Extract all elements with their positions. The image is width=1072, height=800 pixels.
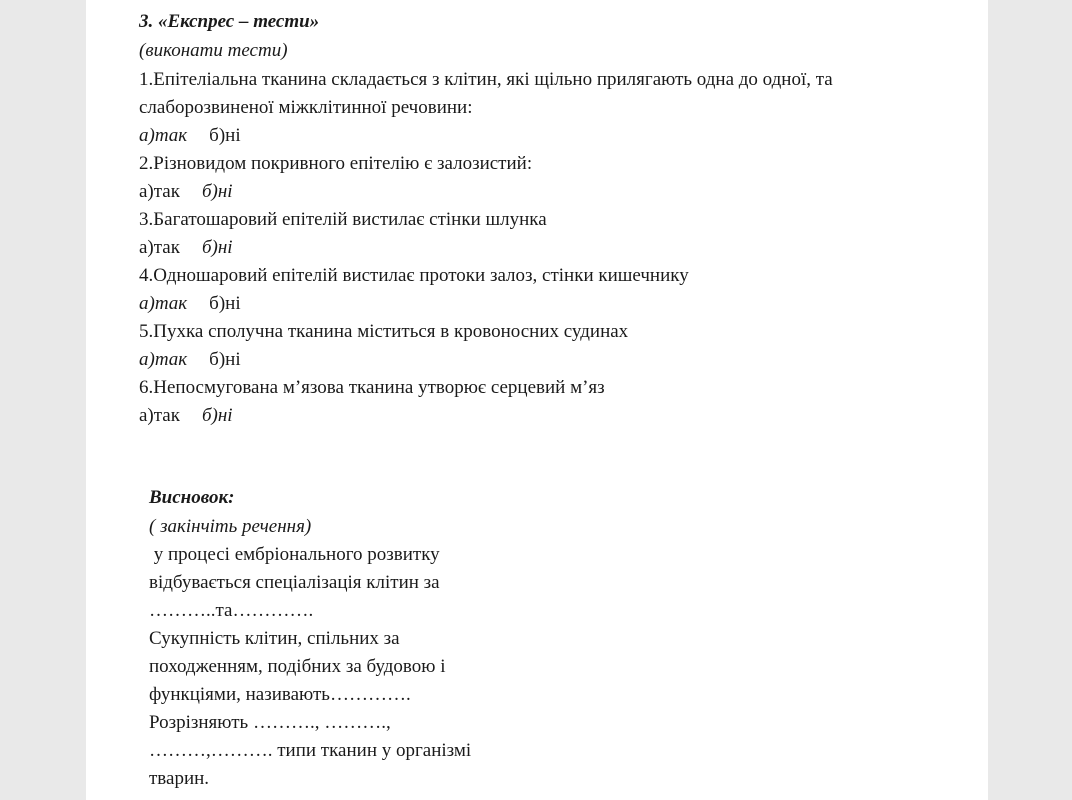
conclusion-line-2: відбувається спеціалізація клітин за xyxy=(149,572,440,593)
test-4-answers xyxy=(139,293,241,315)
section-title: 3. «Експрес – тести» xyxy=(139,11,320,32)
test-2-answers xyxy=(139,181,233,203)
conclusion-line-6: функціями, називають…………. xyxy=(149,684,411,705)
test-6-question: 6.Непосмугована м’язова тканина утворює серцевий м’яз xyxy=(139,377,605,398)
test-6-option-b: б)ні xyxy=(201,405,233,426)
conclusion-line-7: Розрізняють ………., ………., xyxy=(149,712,391,733)
test-4-option-b: б)ні xyxy=(209,293,241,314)
section-instruction: (виконати тести) xyxy=(139,40,288,61)
test-2-option-a: а)так xyxy=(139,181,180,202)
conclusion-title: Висновок: xyxy=(149,487,235,508)
test-5-option-a: а)так xyxy=(139,349,188,370)
test-6-answers xyxy=(139,405,233,427)
conclusion-instruction: ( закінчіть речення) xyxy=(149,516,312,537)
test-3-question: 3.Багатошаровий епітелій вистилає стінки шлунка xyxy=(139,209,547,230)
test-4-question: 4.Одношаровий епітелій вистилає протоки залоз, стінки кишечнику xyxy=(139,265,689,286)
conclusion-line-1: у процесі ембріонального розвитку xyxy=(149,544,440,565)
test-6-option-a: а)так xyxy=(139,405,180,426)
test-1-option-a: а)так xyxy=(139,125,188,146)
test-5-question: 5.Пухка сполучна тканина міститься в кровоносних судинах xyxy=(139,321,629,342)
conclusion-line-9: тварин. xyxy=(149,768,210,789)
test-2-option-b: б)ні xyxy=(201,181,233,202)
test-5-answers xyxy=(139,349,241,371)
conclusion-line-4: Сукупність клітин, спільних за xyxy=(149,628,400,649)
test-1-answers xyxy=(139,125,241,147)
test-2-question: 2.Різновидом покривного епітелію є залозистий: xyxy=(139,153,533,174)
test-1-question-line-1: 1.Епітеліальна тканина складається з клітин, які щільно прилягають одна до одної, та xyxy=(139,69,833,90)
conclusion-line-3: ………..та…………. xyxy=(149,600,314,621)
document-page xyxy=(86,0,988,800)
test-5-option-b: б)ні xyxy=(209,349,241,370)
conclusion-line-8: ………,………. типи тканин у організмі xyxy=(149,740,472,761)
test-3-option-a: а)так xyxy=(139,237,180,258)
test-3-answers xyxy=(139,237,233,259)
test-1-question-line-2: слаборозвиненої міжклітинної речовини: xyxy=(139,97,473,118)
test-3-option-b: б)ні xyxy=(201,237,233,258)
test-4-option-a: а)так xyxy=(139,293,188,314)
conclusion-line-5: походженням, подібних за будовою і xyxy=(149,656,446,677)
test-1-option-b: б)ні xyxy=(209,125,241,146)
